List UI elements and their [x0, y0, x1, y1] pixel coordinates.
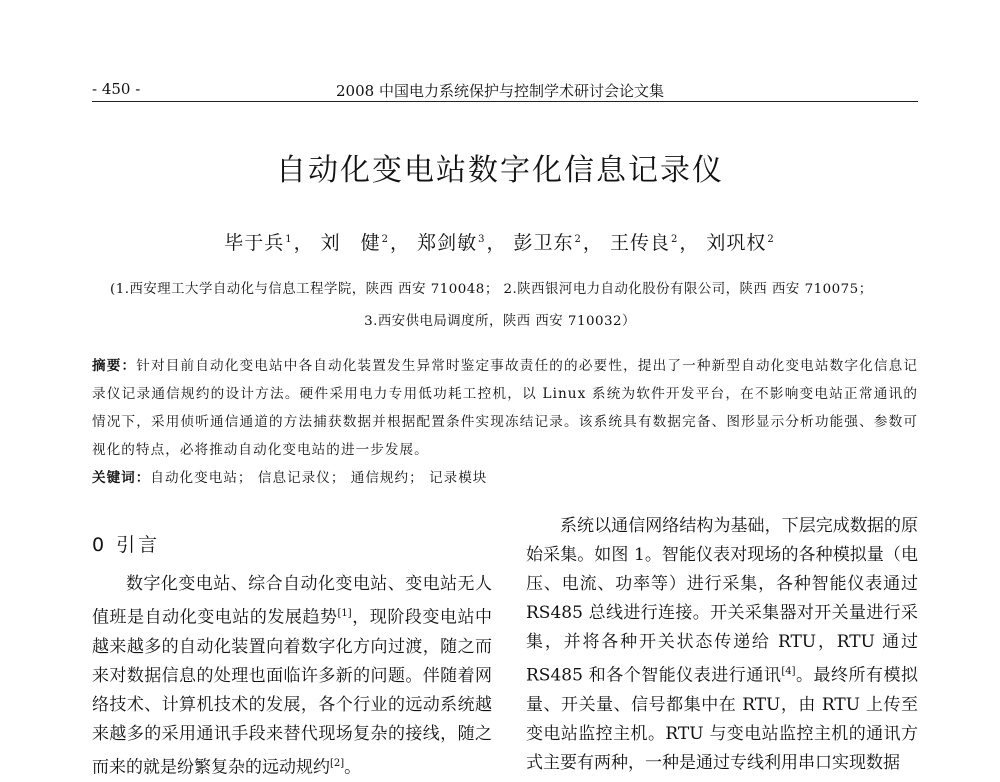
author-name: 郑剑敏 — [417, 232, 478, 254]
header-rule — [92, 101, 918, 102]
text-run: 。 — [344, 757, 362, 778]
left-paragraph — [92, 570, 492, 782]
author-affiliation-mark: 2 — [381, 233, 390, 245]
abstract-text: 针对目前自动化变电站中各自动化装置发生异常时鉴定事故责任的的必要性，提出了一种新型自动化变电站数字化信息记录仪记录通信规约的设计方法。硬件采用电力专用低功耗工控机，以 Linux 系统为软件开发平台，在不影响变电站正常通讯的情况下，采用侦听通信通道的方法捕获数据并根据配置条件实现冻结记录。该系统具有数据完备、图形显示分析功能强、参数可视化的特点，必将推动自动化变电站的进一步发展。 — [92, 358, 918, 458]
keywords-text: 自动化变电站； 信息记录仪； 通信规约； 记录模块 — [150, 470, 488, 486]
left-column — [92, 570, 492, 782]
keywords — [92, 466, 487, 486]
author-affiliation-mark: 3 — [478, 233, 486, 245]
author-name: 王传良 — [609, 232, 670, 254]
author-name: 刘巩权 — [706, 232, 767, 254]
text-run: 系统以通信网络结构为基础，下层完成数据的原始采集。如图 1。智能仪表对现场的各种模拟量（电压、电流、功率等）进行采集，各种智能仪表通过 RS485 总线进行连接。开关采集器对开关量进行采集，并将各种开关状态传递给 RTU，RTU 通过 RS485 和各个智能仪表进行通讯 — [526, 516, 918, 686]
running-title: 2008 中国电力系统保护与控制学术研讨会论文集 — [336, 82, 664, 100]
keywords-label: 关键词： — [92, 470, 151, 486]
section-number: 0 — [92, 534, 108, 556]
citation-ref: [1] — [337, 608, 352, 619]
citation-ref: [4] — [781, 666, 796, 677]
author-affiliation-mark: 1 — [285, 233, 293, 245]
right-paragraph — [526, 512, 918, 778]
text-run: ，现阶段变电站中越来越多的自动化装置向着数字化方向过渡，随之而来对数据信息的处理也面临许多新的问题。伴随着网络技术、计算机技术的发展，各个行业的远动系统越来越多的采用通讯手段来替代现场复杂的接线，随之而来的就是纷繁复杂的远动规约 — [92, 607, 493, 778]
author-name: 刘 健 — [320, 232, 381, 254]
abstract — [92, 352, 918, 464]
text-run: 数字化变电站、综合自动化变电站、变电站无人值班是自动化变电站的发展趋势 — [92, 574, 492, 628]
page-number: - 450 - — [92, 80, 141, 98]
affiliation-line-2: 3.西安供电局调度所，陕西 西安 710032） — [364, 314, 636, 329]
author-affiliation-mark: 2 — [767, 233, 775, 245]
text-run: 。最终所有模拟量、开关量、信号都集中在 RTU，由 RTU 上传至变电站监控主机。RTU 与变电站监控主机的通讯方式主要有两种，一种是通过专线利用串口实现数据 — [526, 665, 919, 773]
author-affiliation-mark: 2 — [670, 233, 679, 245]
abstract-label: 摘要： — [92, 358, 137, 374]
right-column — [526, 512, 918, 778]
paper-title: 自动化变电站数字化信息记录仪 — [276, 153, 724, 188]
author-name: 毕于兵 — [224, 232, 285, 254]
citation-ref: [2] — [330, 757, 345, 769]
author-list: 毕于兵$^1$， 刘 健$^2$， 郑剑敏$^3$， 彭卫东$^2$， 王传良$^2$， 刘巩权$^2$ — [224, 232, 775, 254]
section-heading — [92, 530, 160, 557]
author-affiliation-mark: 2 — [574, 233, 582, 245]
author-name: 彭卫东 — [513, 232, 574, 254]
section-title: 引言 — [116, 534, 161, 556]
affiliation-line-1: (1.西安理工大学自动化与信息工程学院，陕西 西安 710048； 2.陕西银河电力自动化股份有限公司，陕西 西安 710075； — [110, 282, 873, 297]
